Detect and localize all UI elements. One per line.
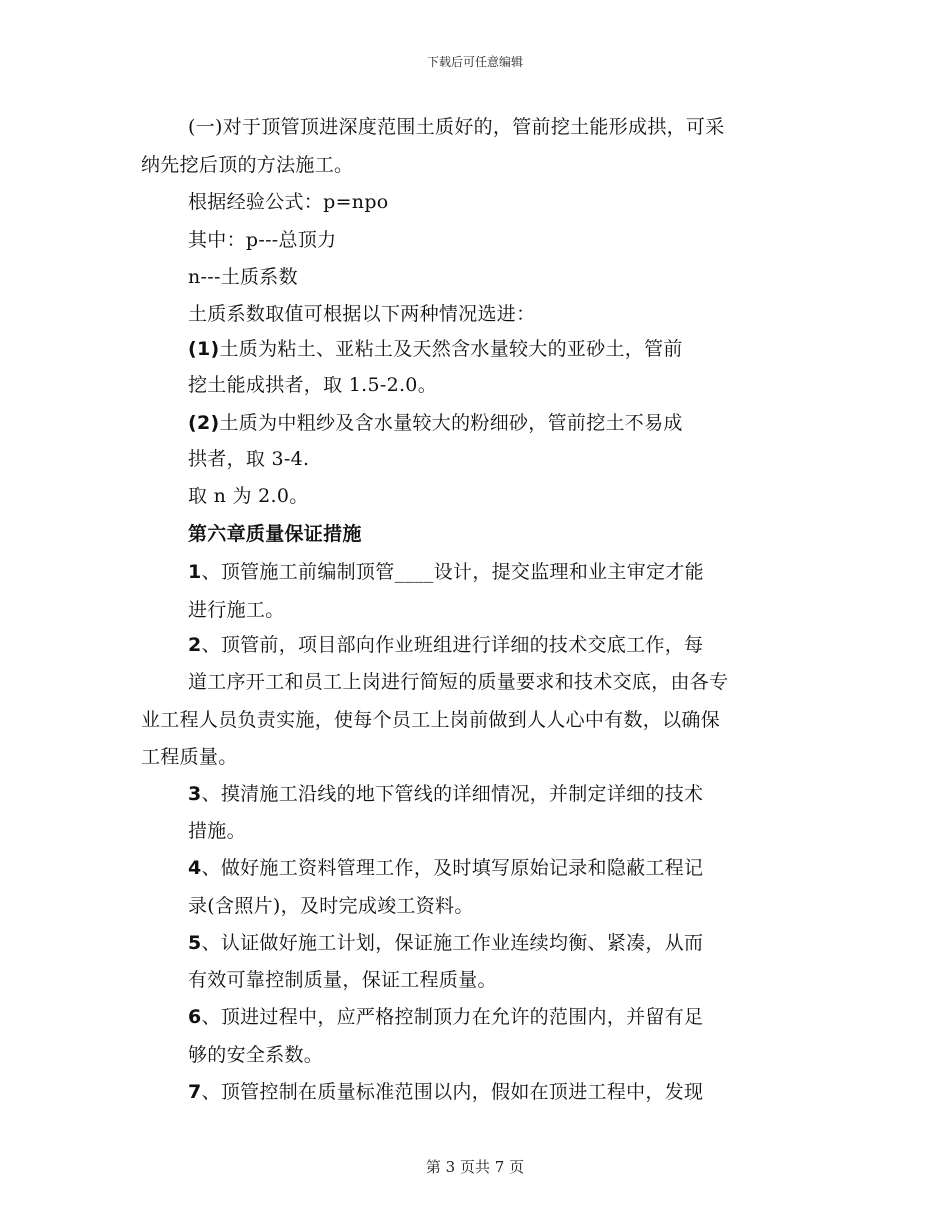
text-line: n---土质系数 — [188, 266, 298, 288]
text-line: 1、顶管施工前编制顶管____设计，提交监理和业主审定才能 — [188, 561, 704, 583]
page-footer: 第 3 页共 7 页 — [425, 1158, 525, 1176]
text-line: 够的安全系数。 — [188, 1044, 324, 1066]
list-number: (2) — [188, 412, 220, 434]
list-number: (1) — [188, 338, 220, 360]
list-number: 1 — [188, 561, 202, 583]
page-header: 下载后可任意编辑 — [426, 55, 523, 69]
chapter-heading: 第六章质量保证措施 — [188, 523, 362, 545]
text-line: 有效可靠控制质量，保证工程质量。 — [188, 969, 497, 991]
text-line: 拱者，取 3-4. — [188, 448, 310, 470]
text-line: (1)土质为粘土、亚粘土及天然含水量较大的亚砂土，管前 — [188, 338, 683, 360]
list-number: 6 — [188, 1006, 202, 1028]
text-line: 取 n 为 2.0。 — [188, 485, 309, 507]
text-line: 措施。 — [188, 820, 246, 842]
text-line: 其中：p---总顶力 — [188, 229, 337, 251]
text-line: 土质系数取值可根据以下两种情况选进： — [188, 303, 536, 325]
text-line: 道工序开工和员工上岗进行简短的质量要求和技术交底，由各专 — [188, 671, 729, 693]
text-line: 7、顶管控制在质量标准范围以内，假如在顶进工程中，发现 — [188, 1081, 704, 1103]
text-line: 2、顶管前，项目部向作业班组进行详细的技术交底工作，每 — [188, 634, 704, 656]
text-line: 6、顶进过程中，应严格控制顶力在允许的范围内，并留有足 — [188, 1006, 704, 1028]
text-line: 纳先挖后顶的方法施工。 — [141, 154, 354, 176]
text-line: 根据经验公式：p=npo — [188, 191, 389, 213]
list-number: 5 — [188, 932, 202, 954]
text-line: 4、做好施工资料管理工作，及时填写原始记录和隐蔽工程记 — [188, 857, 704, 879]
list-number: 4 — [188, 857, 202, 879]
text-line: 5、认证做好施工计划，保证施工作业连续均衡、紧凑，从而 — [188, 932, 704, 954]
text-line: 进行施工。 — [188, 599, 285, 621]
text-line: 业工程人员负责实施，使每个员工上岗前做到人人心中有数，以确保 — [141, 709, 721, 731]
list-number: 3 — [188, 783, 202, 805]
text-line: 工程质量。 — [141, 746, 238, 768]
list-number: 2 — [188, 634, 202, 656]
text-line: 录(含照片)，及时完成竣工资料。 — [188, 895, 474, 917]
text-line: 挖土能成拱者，取 1.5-2.0。 — [188, 374, 437, 396]
text-line: (一)对于顶管顶进深度范围土质好的，管前挖土能形成拱，可采 — [188, 116, 725, 138]
text-line: 3、摸清施工沿线的地下管线的详细情况，并制定详细的技术 — [188, 783, 704, 805]
text-line: (2)土质为中粗纱及含水量较大的粉细砂，管前挖土不易成 — [188, 412, 683, 434]
list-number: 7 — [188, 1081, 202, 1103]
